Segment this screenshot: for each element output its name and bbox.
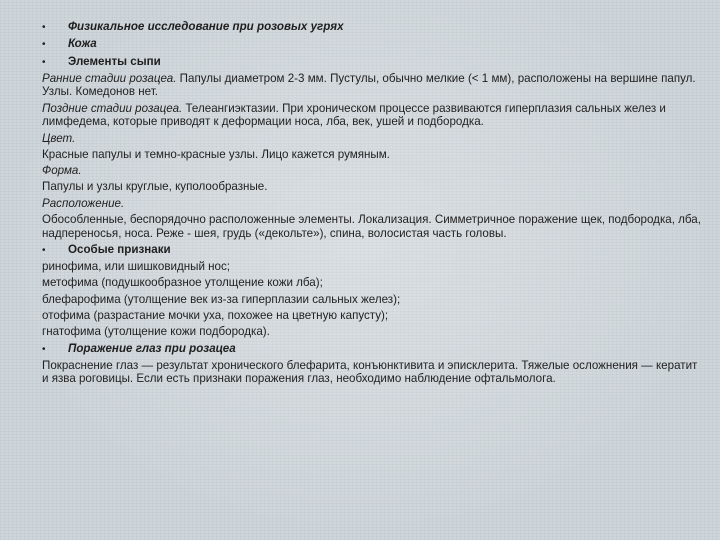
heading-special-signs: Особые признаки [68,242,171,256]
heading-physical-exam: Физикальное исследование при розовых угрях [68,20,344,33]
bullet-row [42,55,702,70]
bullet-row [42,243,702,258]
late-stage-text: Телеангиэктазии. При хроническом процессе развиваются гиперплазия сальных желез и лимфедема, которые приводят к деформации носа, лба, век, ушей и подбородка. [42,101,666,129]
paragraph-late-stage [42,102,702,129]
color-text: Красные папулы и темно-красные узлы. Лицо кажется румяным. [42,147,390,161]
rhinophyma-item: ринофима, или шишковидный нос; [42,260,231,274]
heading-rash-elements: Элементы сыпи [68,54,161,68]
gnathophyma-item: гнатофима (утолщение кожи подбородка). [42,325,270,339]
color-label: Цвет. [42,131,76,145]
late-stage-label: Поздние стадии розацеа. [42,101,183,115]
bullet-row [42,342,702,357]
early-stage-text: Папулы диаметром 2-3 мм. Пустулы, обычно мелкие (< 1 мм), расположены на вершине папул. Узлы. Комедонов нет. [42,71,696,99]
blepharophyma-item: блефарофима (утолщение век из-за гиперплазии сальных желез); [42,292,401,306]
bullet-row [42,20,702,35]
bullet-row [42,37,702,52]
bullet-icon: • [42,22,46,33]
paragraph-early-stage [42,72,702,99]
location-text: Обособленные, беспорядочно расположенные элементы. Локализация. Симметричное поражение щек, подбородка, лба, надпереносья, носа. Реже - шея, грудь («декольте»), спина, волосистая часть головы. [42,213,701,240]
eyes-text: Покраснение глаз — результат хронического блефарита, конъюнктивита и эписклерита. Тяжелые осложнения — кератит и язва роговицы. Если есть признаки поражения глаз, необходимо наблюдение офтальмолога. [42,358,698,386]
bullet-icon: • [42,39,46,51]
shape-label: Форма. [42,164,82,178]
early-stage-label: Ранние стадии розацеа. [42,71,177,85]
location-label: Расположение. [42,196,125,210]
metophyma-item: метофима (подушкообразное утолщение кожи лба); [42,276,323,290]
heading-skin: Кожа [68,37,97,51]
bullet-icon: • [42,244,46,256]
bullet-icon: • [42,56,46,68]
shape-text: Папулы и узлы круглые, куполообразные. [42,180,268,194]
bullet-icon: • [42,343,46,355]
heading-eye-lesions: Поражение глаз при розацеа [68,341,236,355]
slide-body [42,20,702,389]
otophyma-item: отофима (разрастание мочки уха, похожее на цветную капусту); [42,309,389,322]
